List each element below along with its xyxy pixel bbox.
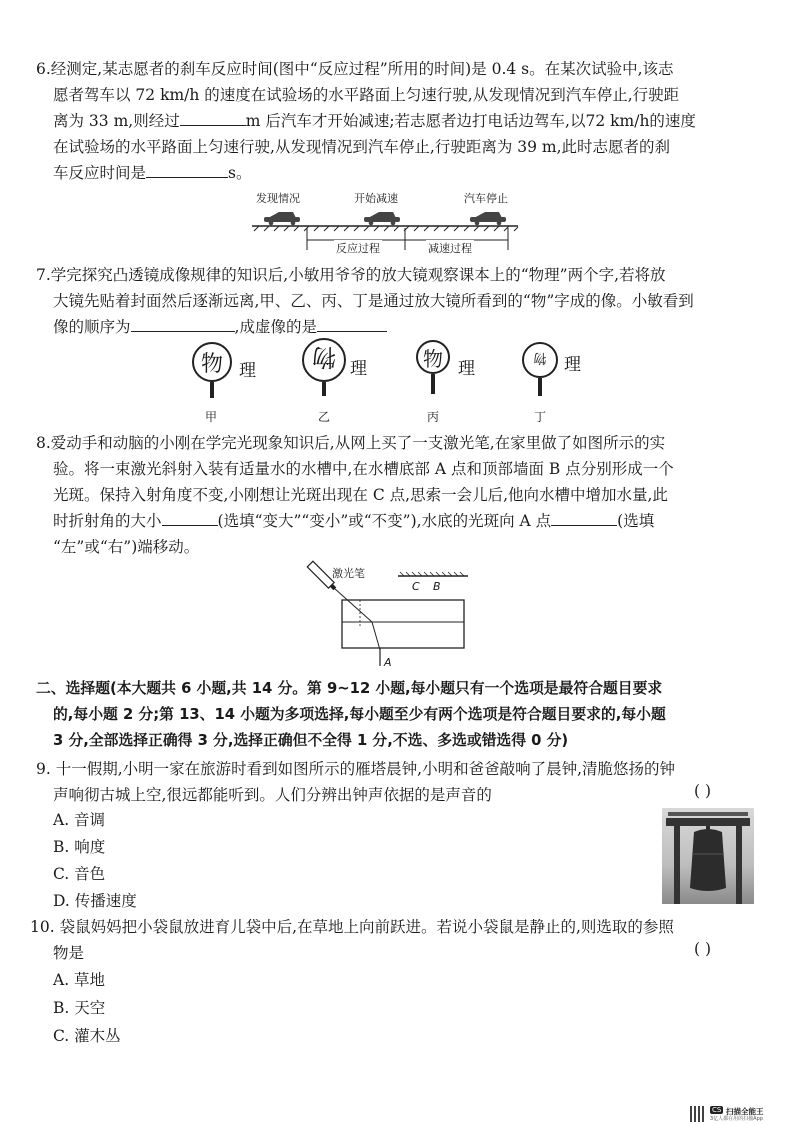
q6-line-5	[36, 160, 758, 186]
label-decel: 减速过程	[428, 242, 472, 255]
lens-handle	[322, 382, 326, 396]
car-1-icon	[264, 212, 300, 225]
q7-blank-order[interactable]	[131, 315, 235, 332]
question-8	[36, 430, 758, 560]
outside-char: 理	[350, 359, 367, 379]
q8-line-4-text-b: (选填“变大”“变小”或“不变”),水底的光斑向 A 点	[217, 512, 552, 530]
q9-answer-paren[interactable]: ( )	[694, 782, 712, 800]
q6-blank-reaction-time[interactable]	[146, 161, 228, 178]
caption-jia: 甲	[205, 410, 218, 424]
question-7	[36, 262, 758, 340]
scanner-badge: CS	[712, 1106, 722, 1114]
outside-char: 理	[458, 359, 475, 379]
lens-ring	[416, 340, 450, 374]
q6-braking-diagram	[250, 190, 520, 254]
caption-yi: 乙	[318, 410, 331, 424]
q6-line-1: 6.经测定,某志愿者的刹车反应时间(图中“反应过程”所用的时间)是 0.4 s。在某次试验中,该志	[36, 60, 674, 78]
q8-line-4-text-a: 时折射角的大小	[53, 512, 162, 530]
lens-handle	[210, 382, 214, 398]
q9-line-2: 声响彻古城上空,很远都能听到。人们分辨出钟声依据的是声音的	[53, 786, 492, 804]
q6-line-5-text-b: s。	[228, 164, 252, 182]
q7-line-3-text-b: ,成虚像的是	[234, 318, 317, 336]
section-2-instructions	[36, 676, 758, 754]
q7-line-2: 大镜先贴着封面然后逐渐远离,甲、乙、丙、丁是通过放大镜所看到的“物”字成的像。小敏看到	[53, 292, 694, 310]
lens-handle	[431, 374, 435, 394]
section-2-line-2: 的,每小题 2 分;第 13、14 小题为多项选择,每小题至少有两个选项是符合题目要求的,每小题	[53, 706, 666, 723]
q6-blank-distance[interactable]	[180, 109, 246, 126]
lens-ring	[522, 342, 558, 378]
q7-line-3	[36, 314, 758, 340]
question-10	[30, 914, 758, 966]
lens-char: 物	[200, 351, 223, 377]
label-start-decel: 开始减速	[354, 192, 398, 205]
label-stop: 汽车停止	[464, 192, 508, 205]
point-a: A	[384, 656, 392, 669]
magnifier-jia	[192, 342, 272, 402]
q6-line-3-text-a: 离为 33 m,则经过	[53, 112, 180, 130]
caption-ding: 丁	[534, 410, 547, 424]
q8-line-5: “左”或“右”)端移动。	[53, 538, 200, 556]
magnifier-ding	[522, 342, 602, 402]
road-svg	[250, 190, 520, 254]
q8-laser-diagram	[300, 560, 480, 670]
q6-line-3-text-b: m 后汽车才开始减速;若志愿者边打电话边驾车,以72 km/h的速度	[245, 112, 696, 130]
q10-answer-paren[interactable]: ( )	[694, 940, 712, 958]
scanner-name: 扫描全能王	[726, 1107, 764, 1116]
lens-char: 物	[423, 346, 443, 371]
q7-blank-virtual[interactable]	[317, 315, 387, 332]
magnifier-yi	[302, 338, 382, 402]
q8-line-4-text-c: (选填	[617, 512, 655, 530]
q9-option-d[interactable]: D. 传播速度	[53, 892, 137, 910]
lens-handle	[538, 378, 542, 396]
q9-option-c[interactable]: C. 音色	[53, 865, 106, 883]
lens-ring	[302, 338, 346, 382]
section-2-line-1: 二、选择题(本大题共 6 小题,共 14 分。第 9~12 小题,每小题只有一个选项是最符合题目要求	[36, 680, 663, 697]
q6-line-5-text-a: 车反应时间是	[53, 164, 147, 182]
outside-char: 理	[239, 361, 256, 381]
lens-ring	[192, 342, 232, 382]
bell-icon	[662, 808, 754, 904]
magnifier-bing	[416, 340, 496, 402]
q6-line-3	[36, 108, 758, 134]
lens-char: 物	[312, 343, 336, 372]
question-9	[36, 756, 758, 808]
q8-blank-angle[interactable]	[162, 509, 218, 526]
q10-option-a[interactable]: A. 草地	[53, 971, 106, 989]
car-2-icon	[364, 212, 400, 225]
q9-option-a[interactable]: A. 音调	[53, 811, 106, 829]
section-2-line-3: 3 分,全部选择正确得 3 分,选择正确但不全得 1 分,不选、多选或错选得 0 分)	[53, 732, 569, 749]
q6-line-4: 在试验场的水平路面上匀速行驶,从发现情况到汽车停止,行驶距离为 39 m,此时志愿者的刹	[53, 138, 671, 156]
label-discover: 发现情况	[256, 192, 300, 205]
q8-line-2: 验。将一束激光斜射入装有适量水的水槽中,在水槽底部 A 点和顶部墙面 B 点分别形成一个	[53, 460, 674, 478]
scanner-subtext: 3亿人都在用的扫描App	[710, 1116, 763, 1122]
q10-line-1: 10. 袋鼠妈妈把小袋鼠放进育儿袋中后,在草地上向前跃进。若说小袋鼠是静止的,则选取的参照	[30, 918, 674, 936]
q7-line-3-text-a: 像的顺序为	[53, 318, 131, 336]
bell-photo	[662, 808, 754, 904]
q10-option-c[interactable]: C. 灌木丛	[53, 1027, 121, 1045]
qr-code-icon	[690, 1106, 706, 1122]
q9-line-1: 9. 十一假期,小明一家在旅游时看到如图所示的雁塔晨钟,小明和爸爸敲响了晨钟,清脆悠扬的钟	[36, 760, 675, 778]
scanner-watermark	[690, 1106, 786, 1122]
q8-line-3: 光斑。保持入射角度不变,小刚想让光斑出现在 C 点,思索一会儿后,他向水槽中增加水量,此	[53, 486, 668, 504]
q8-blank-direction[interactable]	[551, 509, 617, 526]
outside-char: 理	[564, 355, 581, 375]
q7-line-1: 7.学完探究凸透镜成像规律的知识后,小敏用爷爷的放大镜观察课本上的“物理”两个字,若将放	[36, 266, 666, 284]
label-reaction: 反应过程	[336, 242, 380, 255]
laser-label: 激光笔	[332, 567, 365, 580]
lens-char: 物	[533, 350, 547, 366]
point-b: B	[433, 580, 441, 593]
caption-bing: 丙	[427, 410, 440, 424]
q10-option-b[interactable]: B. 天空	[53, 999, 106, 1017]
laser-tank-svg	[300, 560, 480, 670]
car-3-icon	[470, 212, 506, 225]
q8-line-4	[36, 508, 758, 534]
question-6	[36, 56, 758, 186]
q10-line-2: 物是	[53, 944, 85, 962]
q8-line-1: 8.爱动手和动脑的小刚在学完光现象知识后,从网上买了一支激光笔,在家里做了如图所示的实	[36, 434, 666, 452]
q9-option-b[interactable]: B. 响度	[53, 838, 106, 856]
point-c: C	[412, 580, 420, 593]
q6-line-2: 愿者驾车以 72 km/h 的速度在试验场的水平路面上匀速行驶,从发现情况到汽车停止,行驶距	[53, 86, 680, 104]
